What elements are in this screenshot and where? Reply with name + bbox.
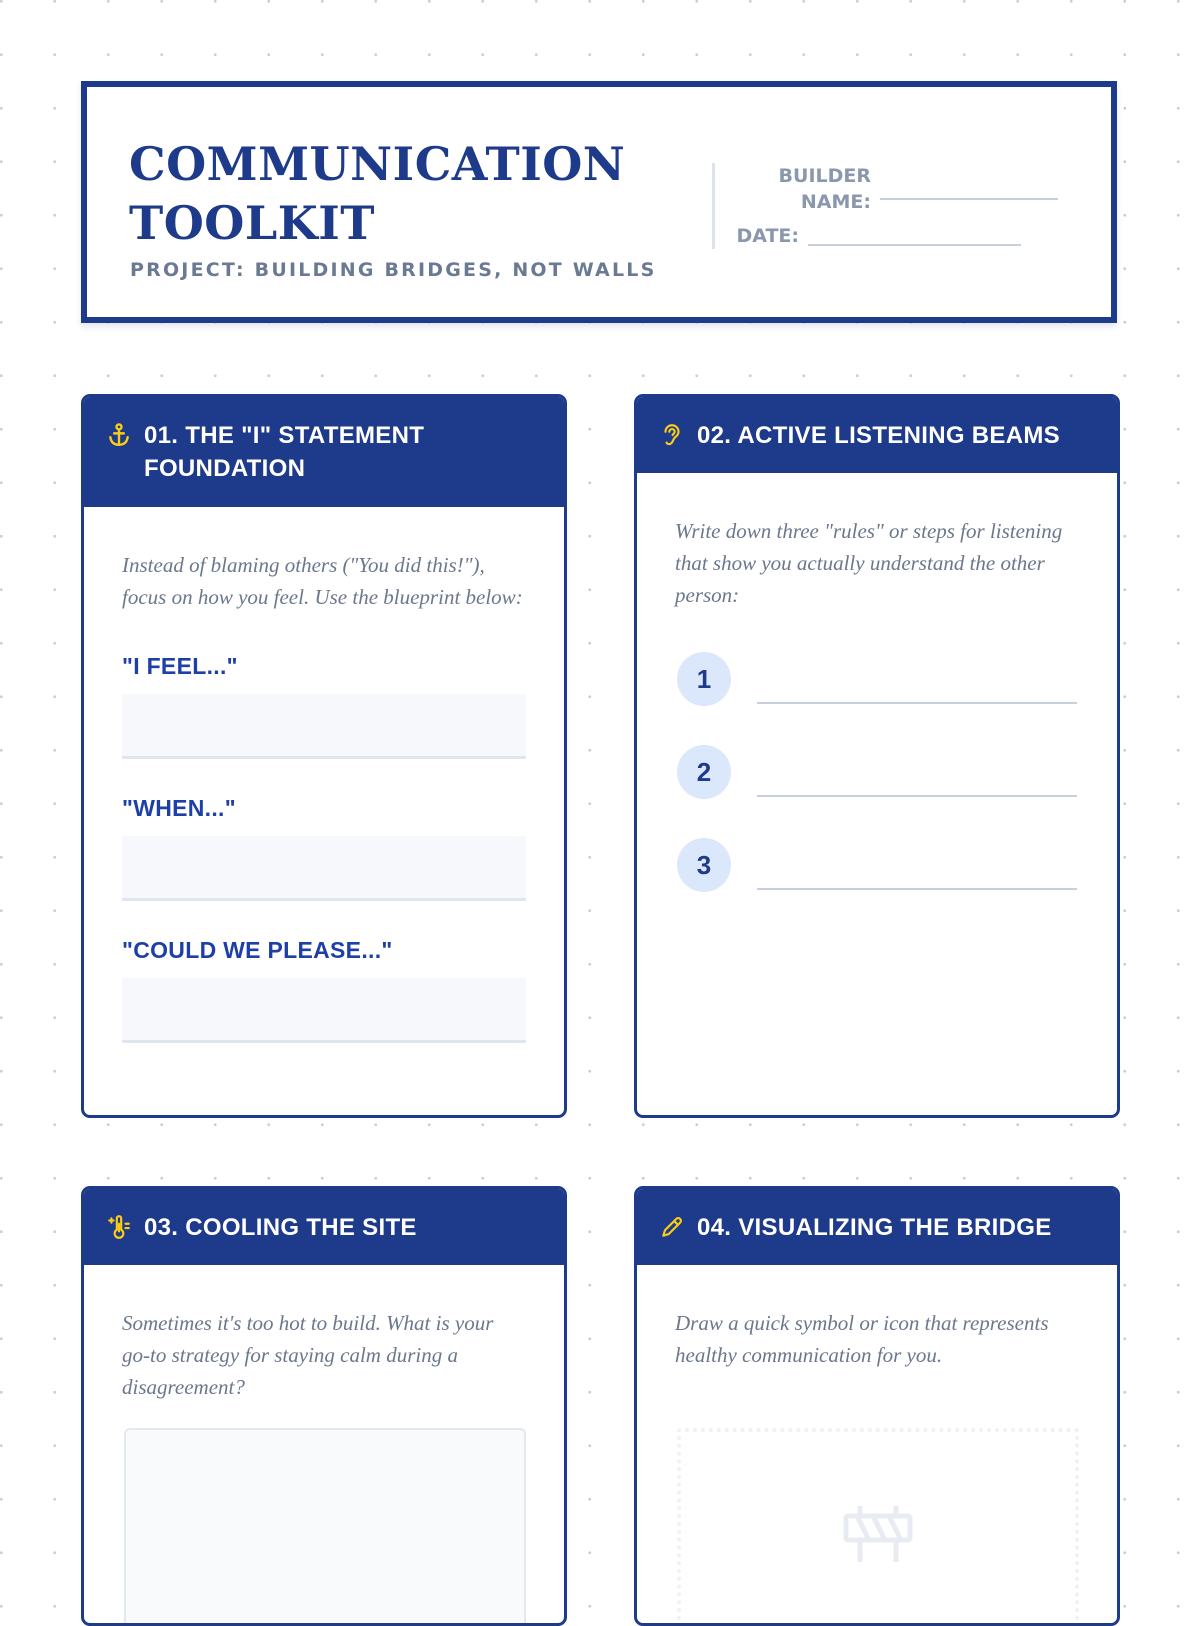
card-title-line-2: FOUNDATION [144, 455, 306, 482]
card-description: Instead of blaming others ("You did this!"), focus on how you feel. Use the blueprint below: [122, 553, 523, 609]
prompt-i-feel: "I FEEL..." [122, 653, 238, 679]
card-title: 02. ACTIVE LISTENING BEAMS [697, 422, 1060, 449]
title-line-2: TOOLKIT [129, 196, 375, 250]
card-header [637, 1189, 1117, 1265]
temperature-icon [106, 1214, 132, 1240]
card-cooling-the-site [81, 1186, 567, 1626]
card-header [84, 1189, 564, 1265]
date-label: DATE: [736, 225, 799, 247]
step-number: 1 [677, 652, 731, 706]
step-number: 3 [677, 838, 731, 892]
card-active-listening [634, 394, 1120, 1118]
road-barrier-icon [842, 1502, 914, 1566]
listening-step-2 [677, 745, 731, 799]
i-feel-input[interactable] [122, 694, 526, 759]
card-description: Sometimes it's too hot to build. What is your go-to strategy for staying calm during a disagreement? [122, 1311, 494, 1399]
card-title: 04. VISUALIZING THE BRIDGE [697, 1214, 1052, 1241]
step-3-answer-line[interactable] [757, 888, 1077, 890]
project-subtitle: PROJECT: BUILDING BRIDGES, NOT WALLS [130, 259, 657, 281]
card-title: 03. COOLING THE SITE [144, 1214, 417, 1241]
listening-step-1 [677, 652, 731, 706]
builder-label-line-2: NAME: [800, 191, 871, 213]
page-title [129, 135, 625, 253]
builder-name-field[interactable] [880, 198, 1058, 200]
prompt-when: "WHEN..." [122, 795, 236, 821]
builder-label-line-1: BUILDER [778, 165, 871, 187]
anchor-icon [106, 422, 132, 448]
when-input[interactable] [122, 836, 526, 901]
card-i-statement [81, 394, 567, 1118]
prompt-could-we-please: "COULD WE PLEASE..." [122, 937, 393, 963]
card-body [84, 1265, 564, 1403]
step-2-answer-line[interactable] [757, 795, 1077, 797]
step-1-answer-line[interactable] [757, 702, 1077, 704]
could-we-please-input[interactable] [122, 978, 526, 1043]
card-header [637, 397, 1117, 473]
builder-name-label [759, 163, 871, 215]
card-body [637, 473, 1117, 611]
card-title-line-1: 01. THE "I" STATEMENT [144, 422, 425, 449]
card-header [84, 397, 564, 507]
drawing-area[interactable] [677, 1428, 1079, 1626]
date-field[interactable] [808, 244, 1021, 246]
pencil-icon [659, 1214, 685, 1240]
title-line-1: COMMUNICATION [129, 137, 626, 191]
card-body [84, 507, 564, 1043]
header-divider [712, 163, 715, 249]
worksheet-header [81, 81, 1117, 323]
listening-step-3 [677, 838, 731, 892]
card-description: Write down three "rules" or steps for listening that show you actually understand the other person: [675, 519, 1063, 607]
step-number: 2 [677, 745, 731, 799]
card-title [144, 419, 424, 485]
calm-strategy-textbox[interactable] [124, 1428, 526, 1626]
card-description: Draw a quick symbol or icon that represents healthy communication for you. [675, 1311, 1049, 1367]
ear-icon [659, 422, 685, 448]
card-visualizing-the-bridge [634, 1186, 1120, 1626]
card-body [637, 1265, 1117, 1371]
